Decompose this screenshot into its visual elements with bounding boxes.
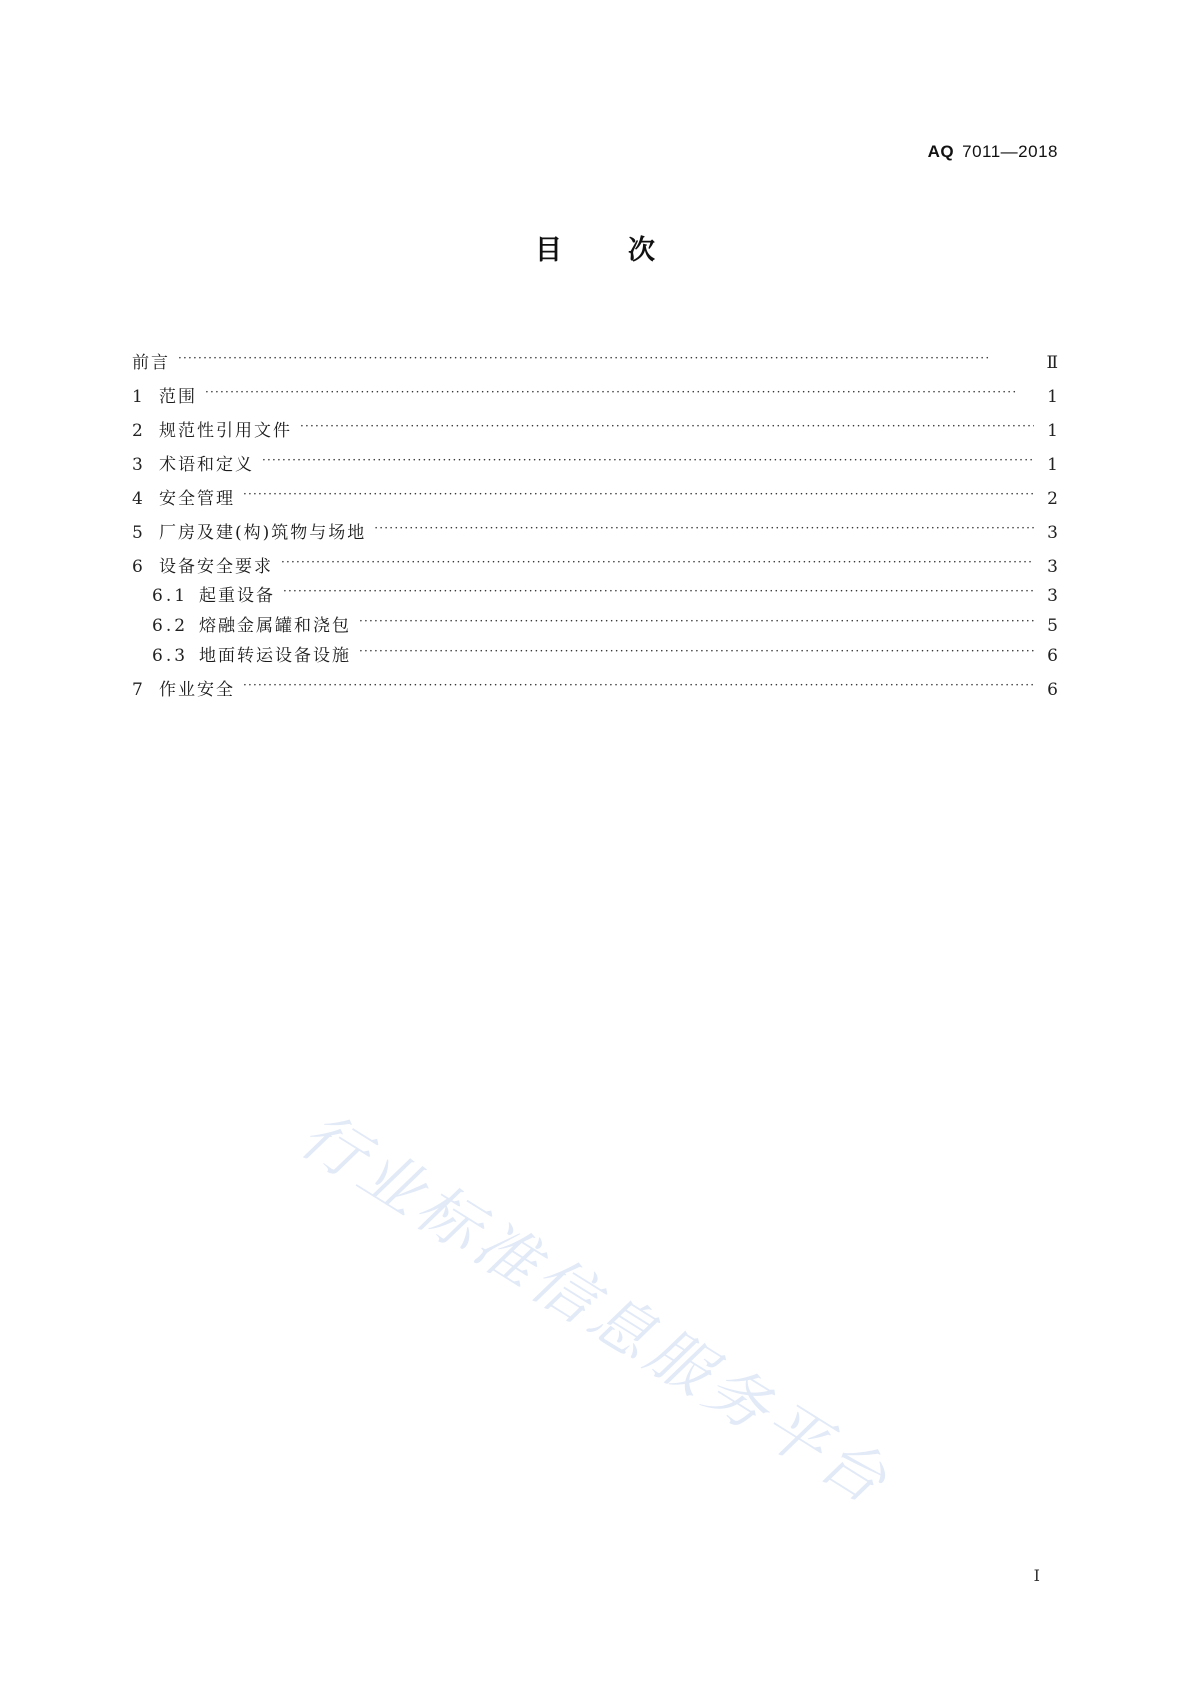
toc-entry-number: 1 xyxy=(132,387,143,407)
toc-entry-label: 作业安全 xyxy=(159,678,243,702)
toc-entry-label: 起重设备 xyxy=(199,584,283,608)
toc-dot-leader xyxy=(243,480,1034,504)
toc-entry-page: 1 xyxy=(1047,387,1058,407)
toc-entry-5[interactable] xyxy=(132,514,1058,543)
toc-entry-page: 3 xyxy=(1047,523,1058,543)
toc-entry-label: 术语和定义 xyxy=(159,453,262,477)
toc-entry-label: 厂房及建(构)筑物与场地 xyxy=(159,521,374,545)
toc-entry-foreword[interactable] xyxy=(132,344,1058,373)
toc-dot-leader xyxy=(243,671,1034,695)
toc-entry-number: 6.3 xyxy=(152,646,189,666)
standard-code xyxy=(928,142,1058,162)
watermark: 行业标准信息服务平台 xyxy=(288,1097,904,1521)
toc-entry-label: 安全管理 xyxy=(159,487,243,511)
toc-entry-label: 地面转运设备设施 xyxy=(199,644,359,668)
toc-entry-2[interactable] xyxy=(132,412,1058,441)
toc-entry-page: 6 xyxy=(1047,680,1058,700)
toc-dot-leader xyxy=(359,637,1034,661)
toc-entry-3[interactable] xyxy=(132,446,1058,475)
toc-dot-leader xyxy=(178,344,1034,368)
toc-entry-number: 5 xyxy=(132,523,143,543)
toc-title: 目次 xyxy=(535,235,721,266)
toc-entry-label: 规范性引用文件 xyxy=(159,419,300,443)
toc-entry-number: 6.1 xyxy=(152,586,189,606)
toc-dot-leader xyxy=(300,412,1034,436)
toc-entry-page: 3 xyxy=(1047,586,1058,606)
toc-entry-page: 3 xyxy=(1047,557,1058,577)
toc-entry-6[interactable] xyxy=(132,548,1058,577)
toc-entry-6-2[interactable] xyxy=(152,607,1058,636)
toc-entry-page: 6 xyxy=(1047,646,1058,666)
toc-entry-number: 7 xyxy=(132,680,143,700)
toc-entry-6-1[interactable] xyxy=(152,577,1058,606)
toc-dot-leader xyxy=(283,577,1034,601)
toc-entry-label: 熔融金属罐和浇包 xyxy=(199,614,359,638)
toc-entry-number: 6.2 xyxy=(152,616,189,636)
toc-dot-leader xyxy=(359,607,1034,631)
toc-dot-leader xyxy=(205,378,1034,402)
toc-entry-label: 前言 xyxy=(132,351,178,375)
toc-entry-number: 3 xyxy=(132,455,143,475)
toc-dot-leader xyxy=(374,514,1034,538)
toc-entry-page: 5 xyxy=(1047,616,1058,636)
standard-number: 7011—2018 xyxy=(962,142,1058,161)
toc-entry-label: 范围 xyxy=(159,385,205,409)
toc-entry-4[interactable] xyxy=(132,480,1058,509)
toc-entry-number: 2 xyxy=(132,421,143,441)
toc-entry-page: 1 xyxy=(1047,455,1058,475)
toc-entry-1[interactable] xyxy=(132,378,1058,407)
toc-entry-number: 6 xyxy=(132,557,143,577)
toc-entry-label: 设备安全要求 xyxy=(159,555,281,579)
toc-dot-leader xyxy=(281,548,1034,572)
toc-entry-7[interactable] xyxy=(132,671,1058,700)
toc-entry-page: 1 xyxy=(1047,421,1058,441)
toc-entry-page: 2 xyxy=(1047,489,1058,509)
page-number: I xyxy=(1033,1566,1040,1585)
toc-dot-leader xyxy=(262,446,1034,470)
standard-prefix: AQ xyxy=(927,142,955,161)
toc-entry-number: 4 xyxy=(132,489,143,509)
toc-entry-page: Ⅱ xyxy=(1046,353,1058,373)
toc-entry-6-3[interactable] xyxy=(152,637,1058,666)
